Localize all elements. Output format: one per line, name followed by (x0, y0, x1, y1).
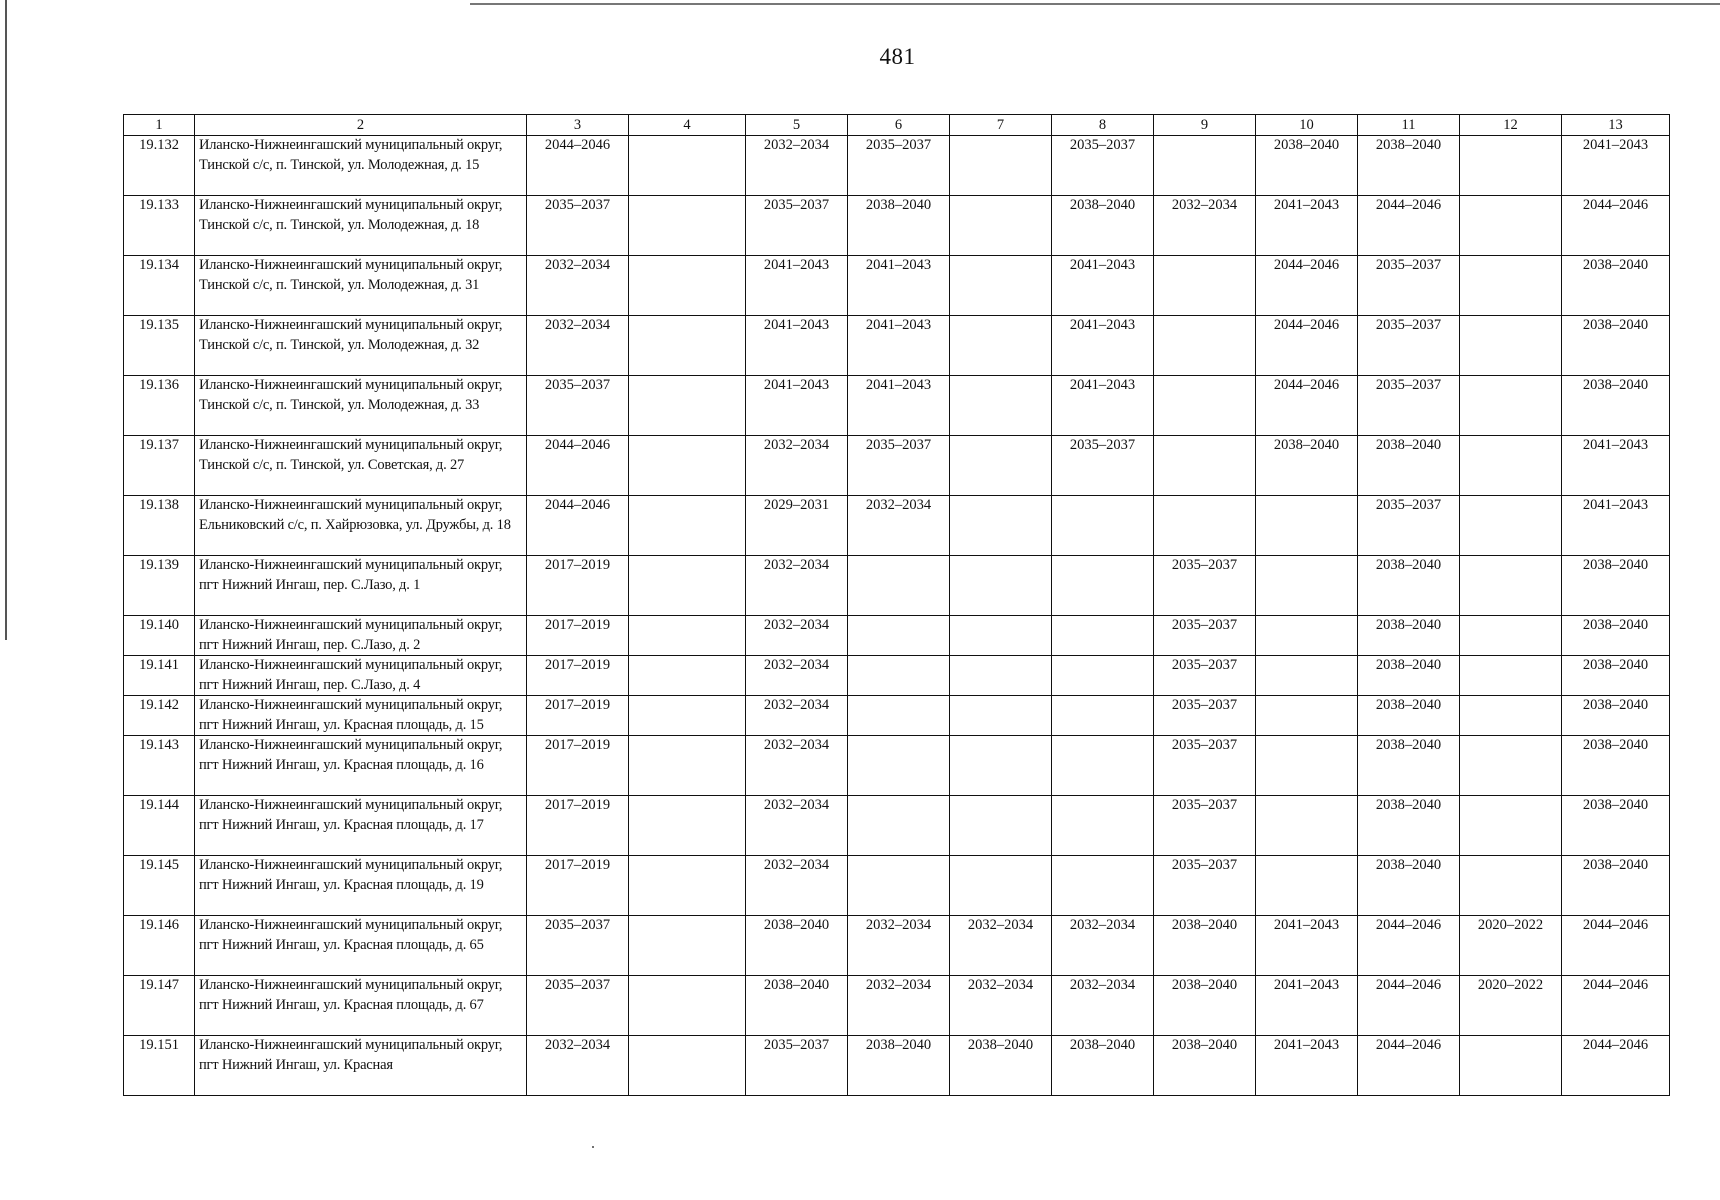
row-number-cell: 19.147 (124, 976, 195, 1036)
address-cell: Иланско-Нижнеингашский муниципальный округ, пгт Нижний Ингаш, ул. Красная площадь, д. 67 (195, 976, 527, 1036)
table-row (124, 976, 1670, 1036)
table-row (124, 256, 1670, 316)
address-cell: Иланско-Нижнеингашский муниципальный округ, Тинской с/с, п. Тинской, ул. Молодежная, д. 15 (195, 136, 527, 196)
period-cell-col-6: 2032–2034 (848, 496, 950, 556)
column-header: 1 (124, 115, 195, 136)
period-cell-col-4 (629, 556, 746, 616)
row-number-cell: 19.133 (124, 196, 195, 256)
period-cell-col-11: 2038–2040 (1358, 436, 1460, 496)
period-cell-col-6: 2041–2043 (848, 316, 950, 376)
period-cell-col-6: 2032–2034 (848, 916, 950, 976)
period-cell-col-10 (1256, 656, 1358, 696)
period-cell-col-4 (629, 376, 746, 436)
period-cell-col-13: 2038–2040 (1562, 736, 1670, 796)
row-number-cell: 19.140 (124, 616, 195, 656)
period-cell-col-8 (1052, 796, 1154, 856)
period-cell-col-10: 2041–2043 (1256, 916, 1358, 976)
period-cell-col-4 (629, 1036, 746, 1096)
period-cell-col-8: 2035–2037 (1052, 136, 1154, 196)
period-cell-col-11: 2044–2046 (1358, 976, 1460, 1036)
period-cell-col-6: 2035–2037 (848, 136, 950, 196)
column-header: 3 (527, 115, 629, 136)
address-cell: Иланско-Нижнеингашский муниципальный округ, пгт Нижний Ингаш, пер. С.Лазо, д. 4 (195, 656, 527, 696)
period-cell-col-3: 2035–2037 (527, 916, 629, 976)
period-cell-col-7 (950, 616, 1052, 656)
period-cell-col-8 (1052, 656, 1154, 696)
period-cell-col-5: 2032–2034 (746, 656, 848, 696)
period-cell-col-4 (629, 436, 746, 496)
period-cell-col-3: 2017–2019 (527, 856, 629, 916)
period-cell-col-4 (629, 796, 746, 856)
period-cell-col-7 (950, 856, 1052, 916)
period-cell-col-5: 2035–2037 (746, 1036, 848, 1096)
period-cell-col-3: 2032–2034 (527, 256, 629, 316)
period-cell-col-10 (1256, 556, 1358, 616)
period-cell-col-12: 2020–2022 (1460, 976, 1562, 1036)
period-cell-col-11: 2038–2040 (1358, 556, 1460, 616)
period-cell-col-10: 2038–2040 (1256, 436, 1358, 496)
period-cell-col-9 (1154, 316, 1256, 376)
period-cell-col-10: 2038–2040 (1256, 136, 1358, 196)
row-number-cell: 19.134 (124, 256, 195, 316)
period-cell-col-6: 2032–2034 (848, 976, 950, 1036)
period-cell-col-12 (1460, 316, 1562, 376)
period-cell-col-11: 2044–2046 (1358, 1036, 1460, 1096)
period-cell-col-9: 2038–2040 (1154, 976, 1256, 1036)
period-cell-col-12 (1460, 796, 1562, 856)
period-cell-col-8 (1052, 696, 1154, 736)
column-header: 4 (629, 115, 746, 136)
period-cell-col-9: 2035–2037 (1154, 736, 1256, 796)
period-cell-col-13: 2038–2040 (1562, 796, 1670, 856)
period-cell-col-6 (848, 556, 950, 616)
period-cell-col-4 (629, 736, 746, 796)
period-cell-col-9: 2032–2034 (1154, 196, 1256, 256)
period-cell-col-7 (950, 656, 1052, 696)
period-cell-col-13: 2044–2046 (1562, 1036, 1670, 1096)
period-cell-col-3: 2044–2046 (527, 436, 629, 496)
period-cell-col-11: 2035–2037 (1358, 376, 1460, 436)
period-cell-col-13: 2044–2046 (1562, 916, 1670, 976)
period-cell-col-10: 2044–2046 (1256, 376, 1358, 436)
period-cell-col-4 (629, 976, 746, 1036)
period-cell-col-4 (629, 316, 746, 376)
period-cell-col-7 (950, 316, 1052, 376)
scan-edge-left (5, 0, 7, 640)
period-cell-col-3: 2035–2037 (527, 376, 629, 436)
period-cell-col-9: 2035–2037 (1154, 796, 1256, 856)
period-cell-col-12 (1460, 496, 1562, 556)
period-cell-col-12 (1460, 696, 1562, 736)
table-row (124, 1036, 1670, 1096)
period-cell-col-9 (1154, 376, 1256, 436)
period-cell-col-10 (1256, 616, 1358, 656)
period-cell-col-11: 2038–2040 (1358, 616, 1460, 656)
period-cell-col-11: 2038–2040 (1358, 856, 1460, 916)
period-cell-col-13: 2038–2040 (1562, 316, 1670, 376)
period-cell-col-12 (1460, 556, 1562, 616)
period-cell-col-13: 2038–2040 (1562, 616, 1670, 656)
period-cell-col-13: 2044–2046 (1562, 196, 1670, 256)
period-cell-col-5: 2029–2031 (746, 496, 848, 556)
period-cell-col-11: 2038–2040 (1358, 656, 1460, 696)
period-cell-col-12 (1460, 256, 1562, 316)
period-cell-col-10 (1256, 796, 1358, 856)
period-cell-col-13: 2038–2040 (1562, 556, 1670, 616)
period-cell-col-11: 2038–2040 (1358, 796, 1460, 856)
period-cell-col-7: 2038–2040 (950, 1036, 1052, 1096)
row-number-cell: 19.137 (124, 436, 195, 496)
period-cell-col-12 (1460, 656, 1562, 696)
period-cell-col-3: 2017–2019 (527, 736, 629, 796)
address-cell: Иланско-Нижнеингашский муниципальный округ, пгт Нижний Ингаш, ул. Красная площадь, д. 15 (195, 696, 527, 736)
period-cell-col-4 (629, 196, 746, 256)
table-row (124, 436, 1670, 496)
table-row (124, 376, 1670, 436)
period-cell-col-6: 2041–2043 (848, 376, 950, 436)
period-cell-col-8: 2038–2040 (1052, 1036, 1154, 1096)
period-cell-col-5: 2032–2034 (746, 796, 848, 856)
row-number-cell: 19.135 (124, 316, 195, 376)
period-cell-col-9: 2038–2040 (1154, 916, 1256, 976)
period-cell-col-9: 2035–2037 (1154, 616, 1256, 656)
period-cell-col-8: 2041–2043 (1052, 256, 1154, 316)
address-cell: Иланско-Нижнеингашский муниципальный округ, пгт Нижний Ингаш, ул. Красная площадь, д. 17 (195, 796, 527, 856)
period-cell-col-6 (848, 796, 950, 856)
table-row (124, 556, 1670, 616)
period-cell-col-5: 2035–2037 (746, 196, 848, 256)
period-cell-col-11: 2035–2037 (1358, 496, 1460, 556)
period-cell-col-6: 2035–2037 (848, 436, 950, 496)
period-cell-col-4 (629, 496, 746, 556)
period-cell-col-8: 2032–2034 (1052, 916, 1154, 976)
row-number-cell: 19.144 (124, 796, 195, 856)
column-header: 6 (848, 115, 950, 136)
period-cell-col-5: 2032–2034 (746, 696, 848, 736)
period-cell-col-9: 2035–2037 (1154, 556, 1256, 616)
period-cell-col-10: 2041–2043 (1256, 196, 1358, 256)
period-cell-col-11: 2038–2040 (1358, 696, 1460, 736)
row-number-cell: 19.138 (124, 496, 195, 556)
row-number-cell: 19.132 (124, 136, 195, 196)
period-cell-col-10: 2044–2046 (1256, 256, 1358, 316)
period-cell-col-7: 2032–2034 (950, 916, 1052, 976)
address-cell: Иланско-Нижнеингашский муниципальный округ, пгт Нижний Ингаш, пер. С.Лазо, д. 2 (195, 616, 527, 656)
period-cell-col-9 (1154, 496, 1256, 556)
period-cell-col-3: 2032–2034 (527, 316, 629, 376)
period-cell-col-7: 2032–2034 (950, 976, 1052, 1036)
column-header: 11 (1358, 115, 1460, 136)
address-cell: Иланско-Нижнеингашский муниципальный округ, Тинской с/с, п. Тинской, ул. Молодежная, д. 18 (195, 196, 527, 256)
period-cell-col-7 (950, 556, 1052, 616)
period-cell-col-3: 2032–2034 (527, 1036, 629, 1096)
period-cell-col-9: 2035–2037 (1154, 696, 1256, 736)
period-cell-col-13: 2038–2040 (1562, 256, 1670, 316)
period-cell-col-3: 2017–2019 (527, 656, 629, 696)
table-row (124, 136, 1670, 196)
period-cell-col-5: 2032–2034 (746, 616, 848, 656)
address-cell: Иланско-Нижнеингашский муниципальный округ, Тинской с/с, п. Тинской, ул. Молодежная, д. 32 (195, 316, 527, 376)
scan-speck (592, 1146, 594, 1148)
period-cell-col-13: 2041–2043 (1562, 436, 1670, 496)
period-cell-col-10: 2044–2046 (1256, 316, 1358, 376)
period-cell-col-4 (629, 656, 746, 696)
period-cell-col-3: 2035–2037 (527, 196, 629, 256)
address-cell: Иланско-Нижнеингашский муниципальный округ, пгт Нижний Ингаш, ул. Красная площадь, д. 19 (195, 856, 527, 916)
period-cell-col-5: 2041–2043 (746, 256, 848, 316)
period-cell-col-7 (950, 196, 1052, 256)
period-cell-col-9: 2035–2037 (1154, 856, 1256, 916)
table-body (124, 136, 1670, 1096)
period-cell-col-7 (950, 696, 1052, 736)
row-number-cell: 19.143 (124, 736, 195, 796)
period-cell-col-8: 2038–2040 (1052, 196, 1154, 256)
period-cell-col-12 (1460, 136, 1562, 196)
period-cell-col-11: 2035–2037 (1358, 256, 1460, 316)
period-cell-col-4 (629, 696, 746, 736)
period-cell-col-3: 2017–2019 (527, 556, 629, 616)
period-cell-col-4 (629, 136, 746, 196)
header-row (124, 115, 1670, 136)
period-cell-col-9 (1154, 436, 1256, 496)
row-number-cell: 19.151 (124, 1036, 195, 1096)
address-cell: Иланско-Нижнеингашский муниципальный округ, пгт Нижний Ингаш, ул. Красная (195, 1036, 527, 1096)
row-number-cell: 19.141 (124, 656, 195, 696)
period-cell-col-7 (950, 436, 1052, 496)
period-cell-col-6 (848, 616, 950, 656)
period-cell-col-6 (848, 736, 950, 796)
period-cell-col-10 (1256, 696, 1358, 736)
page-number: 481 (879, 44, 916, 69)
address-cell: Иланско-Нижнеингашский муниципальный округ, Ельниковский с/с, п. Хайрюзовка, ул. Дружбы, д. 18 (195, 496, 527, 556)
period-cell-col-7 (950, 796, 1052, 856)
table-row (124, 616, 1670, 656)
period-cell-col-7 (950, 136, 1052, 196)
period-cell-col-5: 2032–2034 (746, 736, 848, 796)
period-cell-col-12 (1460, 196, 1562, 256)
period-cell-col-5: 2032–2034 (746, 856, 848, 916)
period-cell-col-3: 2017–2019 (527, 796, 629, 856)
period-cell-col-9 (1154, 256, 1256, 316)
period-cell-col-12 (1460, 856, 1562, 916)
period-cell-col-3: 2044–2046 (527, 136, 629, 196)
address-cell: Иланско-Нижнеингашский муниципальный округ, Тинской с/с, п. Тинской, ул. Советская, д. 27 (195, 436, 527, 496)
period-cell-col-3: 2044–2046 (527, 496, 629, 556)
period-cell-col-4 (629, 856, 746, 916)
period-cell-col-13: 2041–2043 (1562, 496, 1670, 556)
period-cell-col-3: 2017–2019 (527, 616, 629, 656)
period-cell-col-5: 2038–2040 (746, 916, 848, 976)
period-cell-col-5: 2032–2034 (746, 136, 848, 196)
table-row (124, 656, 1670, 696)
column-header: 12 (1460, 115, 1562, 136)
column-header: 8 (1052, 115, 1154, 136)
address-cell: Иланско-Нижнеингашский муниципальный округ, Тинской с/с, п. Тинской, ул. Молодежная, д. 31 (195, 256, 527, 316)
table-row (124, 496, 1670, 556)
table-row (124, 916, 1670, 976)
period-cell-col-8 (1052, 856, 1154, 916)
row-number-cell: 19.136 (124, 376, 195, 436)
column-header: 9 (1154, 115, 1256, 136)
period-cell-col-8 (1052, 496, 1154, 556)
period-cell-col-10 (1256, 496, 1358, 556)
period-cell-col-13: 2041–2043 (1562, 136, 1670, 196)
period-cell-col-13: 2038–2040 (1562, 376, 1670, 436)
table-row (124, 196, 1670, 256)
period-cell-col-4 (629, 916, 746, 976)
period-cell-col-7 (950, 256, 1052, 316)
period-cell-col-12 (1460, 616, 1562, 656)
period-cell-col-13: 2038–2040 (1562, 656, 1670, 696)
period-cell-col-11: 2044–2046 (1358, 196, 1460, 256)
period-cell-col-10 (1256, 856, 1358, 916)
period-cell-col-7 (950, 496, 1052, 556)
period-cell-col-10: 2041–2043 (1256, 1036, 1358, 1096)
address-cell: Иланско-Нижнеингашский муниципальный округ, пгт Нижний Ингаш, пер. С.Лазо, д. 1 (195, 556, 527, 616)
period-cell-col-8: 2041–2043 (1052, 376, 1154, 436)
table-row (124, 856, 1670, 916)
period-cell-col-8 (1052, 616, 1154, 656)
period-cell-col-6: 2038–2040 (848, 1036, 950, 1096)
address-cell: Иланско-Нижнеингашский муниципальный округ, Тинской с/с, п. Тинской, ул. Молодежная, д. 33 (195, 376, 527, 436)
period-cell-col-9: 2035–2037 (1154, 656, 1256, 696)
schedule-table (123, 114, 1670, 1096)
period-cell-col-7 (950, 736, 1052, 796)
period-cell-col-13: 2044–2046 (1562, 976, 1670, 1036)
scan-edge-top (470, 3, 1720, 5)
period-cell-col-11: 2044–2046 (1358, 916, 1460, 976)
column-header: 7 (950, 115, 1052, 136)
period-cell-col-11: 2035–2037 (1358, 316, 1460, 376)
row-number-cell: 19.139 (124, 556, 195, 616)
period-cell-col-11: 2038–2040 (1358, 736, 1460, 796)
table-row (124, 736, 1670, 796)
period-cell-col-12 (1460, 1036, 1562, 1096)
period-cell-col-6: 2038–2040 (848, 196, 950, 256)
period-cell-col-8 (1052, 556, 1154, 616)
period-cell-col-5: 2041–2043 (746, 376, 848, 436)
table-row (124, 696, 1670, 736)
row-number-cell: 19.142 (124, 696, 195, 736)
period-cell-col-5: 2032–2034 (746, 556, 848, 616)
row-number-cell: 19.146 (124, 916, 195, 976)
period-cell-col-6 (848, 696, 950, 736)
period-cell-col-10: 2041–2043 (1256, 976, 1358, 1036)
address-cell: Иланско-Нижнеингашский муниципальный округ, пгт Нижний Ингаш, ул. Красная площадь, д. 16 (195, 736, 527, 796)
address-cell: Иланско-Нижнеингашский муниципальный округ, пгт Нижний Ингаш, ул. Красная площадь, д. 65 (195, 916, 527, 976)
period-cell-col-9: 2038–2040 (1154, 1036, 1256, 1096)
period-cell-col-4 (629, 616, 746, 656)
column-header: 2 (195, 115, 527, 136)
period-cell-col-12 (1460, 376, 1562, 436)
period-cell-col-7 (950, 376, 1052, 436)
period-cell-col-8: 2032–2034 (1052, 976, 1154, 1036)
row-number-cell: 19.145 (124, 856, 195, 916)
period-cell-col-10 (1256, 736, 1358, 796)
period-cell-col-3: 2035–2037 (527, 976, 629, 1036)
period-cell-col-13: 2038–2040 (1562, 696, 1670, 736)
period-cell-col-12: 2020–2022 (1460, 916, 1562, 976)
column-header: 10 (1256, 115, 1358, 136)
period-cell-col-13: 2038–2040 (1562, 856, 1670, 916)
period-cell-col-5: 2041–2043 (746, 316, 848, 376)
period-cell-col-8 (1052, 736, 1154, 796)
table-row (124, 796, 1670, 856)
period-cell-col-6 (848, 656, 950, 696)
period-cell-col-8: 2035–2037 (1052, 436, 1154, 496)
period-cell-col-11: 2038–2040 (1358, 136, 1460, 196)
period-cell-col-5: 2032–2034 (746, 436, 848, 496)
period-cell-col-6: 2041–2043 (848, 256, 950, 316)
period-cell-col-8: 2041–2043 (1052, 316, 1154, 376)
table-row (124, 316, 1670, 376)
period-cell-col-9 (1154, 136, 1256, 196)
period-cell-col-12 (1460, 736, 1562, 796)
period-cell-col-12 (1460, 436, 1562, 496)
column-header: 5 (746, 115, 848, 136)
period-cell-col-3: 2017–2019 (527, 696, 629, 736)
period-cell-col-4 (629, 256, 746, 316)
column-header: 13 (1562, 115, 1670, 136)
period-cell-col-5: 2038–2040 (746, 976, 848, 1036)
period-cell-col-6 (848, 856, 950, 916)
